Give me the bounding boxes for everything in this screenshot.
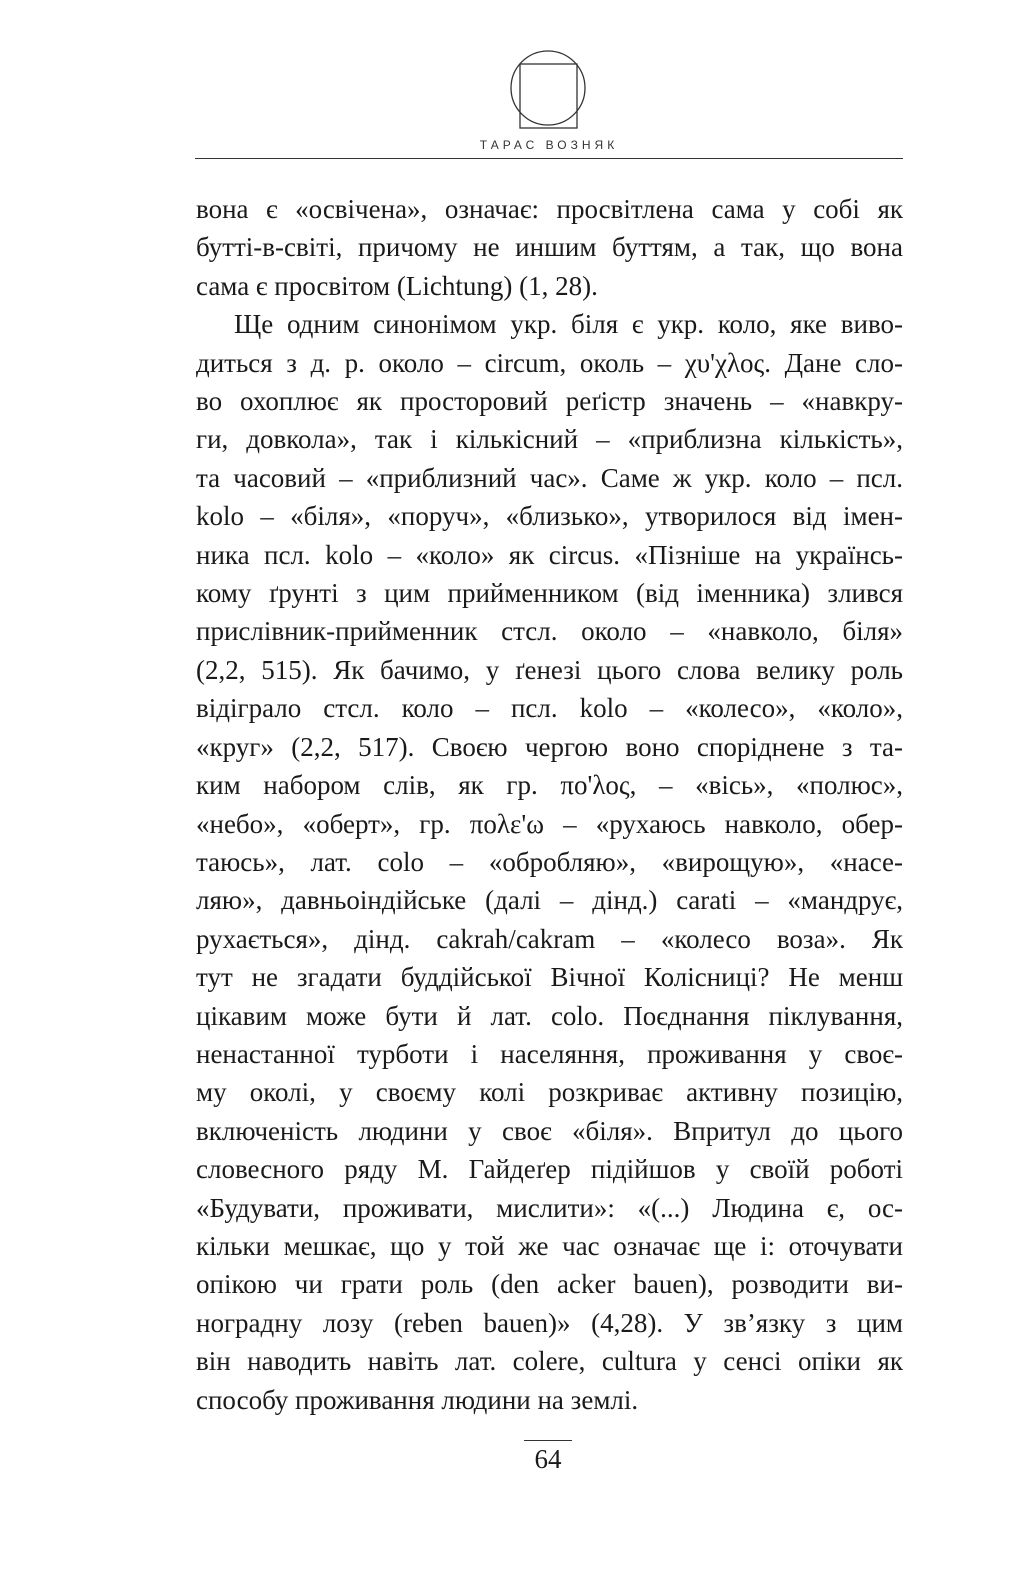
text-line: «круг» (2,2, 517). Своєю чергою воно споріднене з та-: [196, 731, 903, 762]
circle-square-emblem-icon: [508, 48, 588, 130]
text-line: «небо», «оберт», гр. πολε'ω – «рухаюсь навколо, обер-: [196, 808, 903, 839]
paragraph-2: [196, 305, 903, 1419]
text-line: Ще одним синонімом укр. біля є укр. коло, яке виво-: [234, 309, 903, 340]
header-rule: [195, 158, 903, 159]
text-line: вона є «освічена», означає: просвітлена сама у собі як: [196, 194, 903, 224]
page-number: 64: [534, 1444, 562, 1474]
text-line: му околі, у своєму колі розкриває активну позицію,: [196, 1077, 903, 1108]
text-line: способу проживання людини на землі.: [196, 1384, 639, 1415]
text-line: опікою чи грати роль (den acker bauen), розводити ви-: [196, 1269, 903, 1300]
text-line: ноградну лозу (reben bauen)» (4,28). У зв’язку з цим: [196, 1307, 903, 1338]
text-line: ги, довкола», так і кількісний – «приблизна кількість»,: [196, 424, 903, 455]
text-line: рухається», дінд. cakrah/cakram – «колесо воза». Як: [196, 923, 903, 954]
text-line: кому ґрунті з цим прийменником (від іменника) злився: [196, 578, 903, 609]
running-head: ТАРАС ВОЗНЯК: [479, 138, 619, 152]
text-line: тут не згадати буддійської Вічної Колісниці? Не менш: [196, 962, 903, 993]
page-number-rule: [524, 1440, 572, 1441]
text-line: цікавим може бути й лат. colo. Поєднання піклування,: [196, 1000, 903, 1031]
text-line: бутті-в-світі, причому не иншим буттям, а так, що вона: [196, 232, 903, 263]
text-line: ким набором слів, як гр. πο'λος, – «вісь», «полюс»,: [196, 770, 903, 801]
text-line: він наводить навіть лат. colere, cultura у сенсі опіки як: [196, 1346, 903, 1377]
text-line: ника псл. kolo – «коло» як circus. «Пізніше на українсь-: [196, 539, 903, 570]
text-line: во охоплює як просторовий реґістр значень – «навкру-: [196, 386, 903, 417]
text-line: диться з д. р. около – circum, околь – χυ'χλος. Дане сло-: [196, 347, 903, 378]
body-text: [196, 190, 903, 1419]
paragraph-1: [196, 190, 903, 305]
text-line: кільки мешкає, що у той же час означає ще і: оточувати: [196, 1230, 903, 1261]
text-line: «Будувати, проживати, мислити»: «(...) Людина є, ос-: [196, 1192, 903, 1223]
text-line: та часовий – «приблизний час». Саме ж укр. коло – псл.: [196, 462, 903, 493]
text-line: таюсь», лат. colo – «обробляю», «вирощую», «насе-: [196, 846, 903, 877]
text-line: сама є просвітом (Lichtung) (1, 28).: [196, 270, 598, 301]
text-line: прислівник-прийменник стсл. около – «навколо, біля»: [196, 616, 903, 647]
text-line: словесного ряду М. Гайдеґер підійшов у своїй роботі: [196, 1154, 903, 1185]
text-line: kolo – «біля», «поруч», «близько», утворилося від імен-: [196, 501, 903, 532]
text-line: (2,2, 515). Як бачимо, у ґенезі цього слова велику роль: [196, 654, 903, 685]
text-line: включеність людини у своє «біля». Впритул до цього: [196, 1115, 903, 1146]
text-line: відіграло стсл. коло – псл. kolo – «колесо», «коло»,: [196, 693, 903, 724]
text-line: ненастанної турботи і населяння, проживання у своє-: [196, 1038, 903, 1069]
text-line: ляю», давньоіндійське (далі – дінд.) carati – «мандрує,: [196, 885, 903, 916]
